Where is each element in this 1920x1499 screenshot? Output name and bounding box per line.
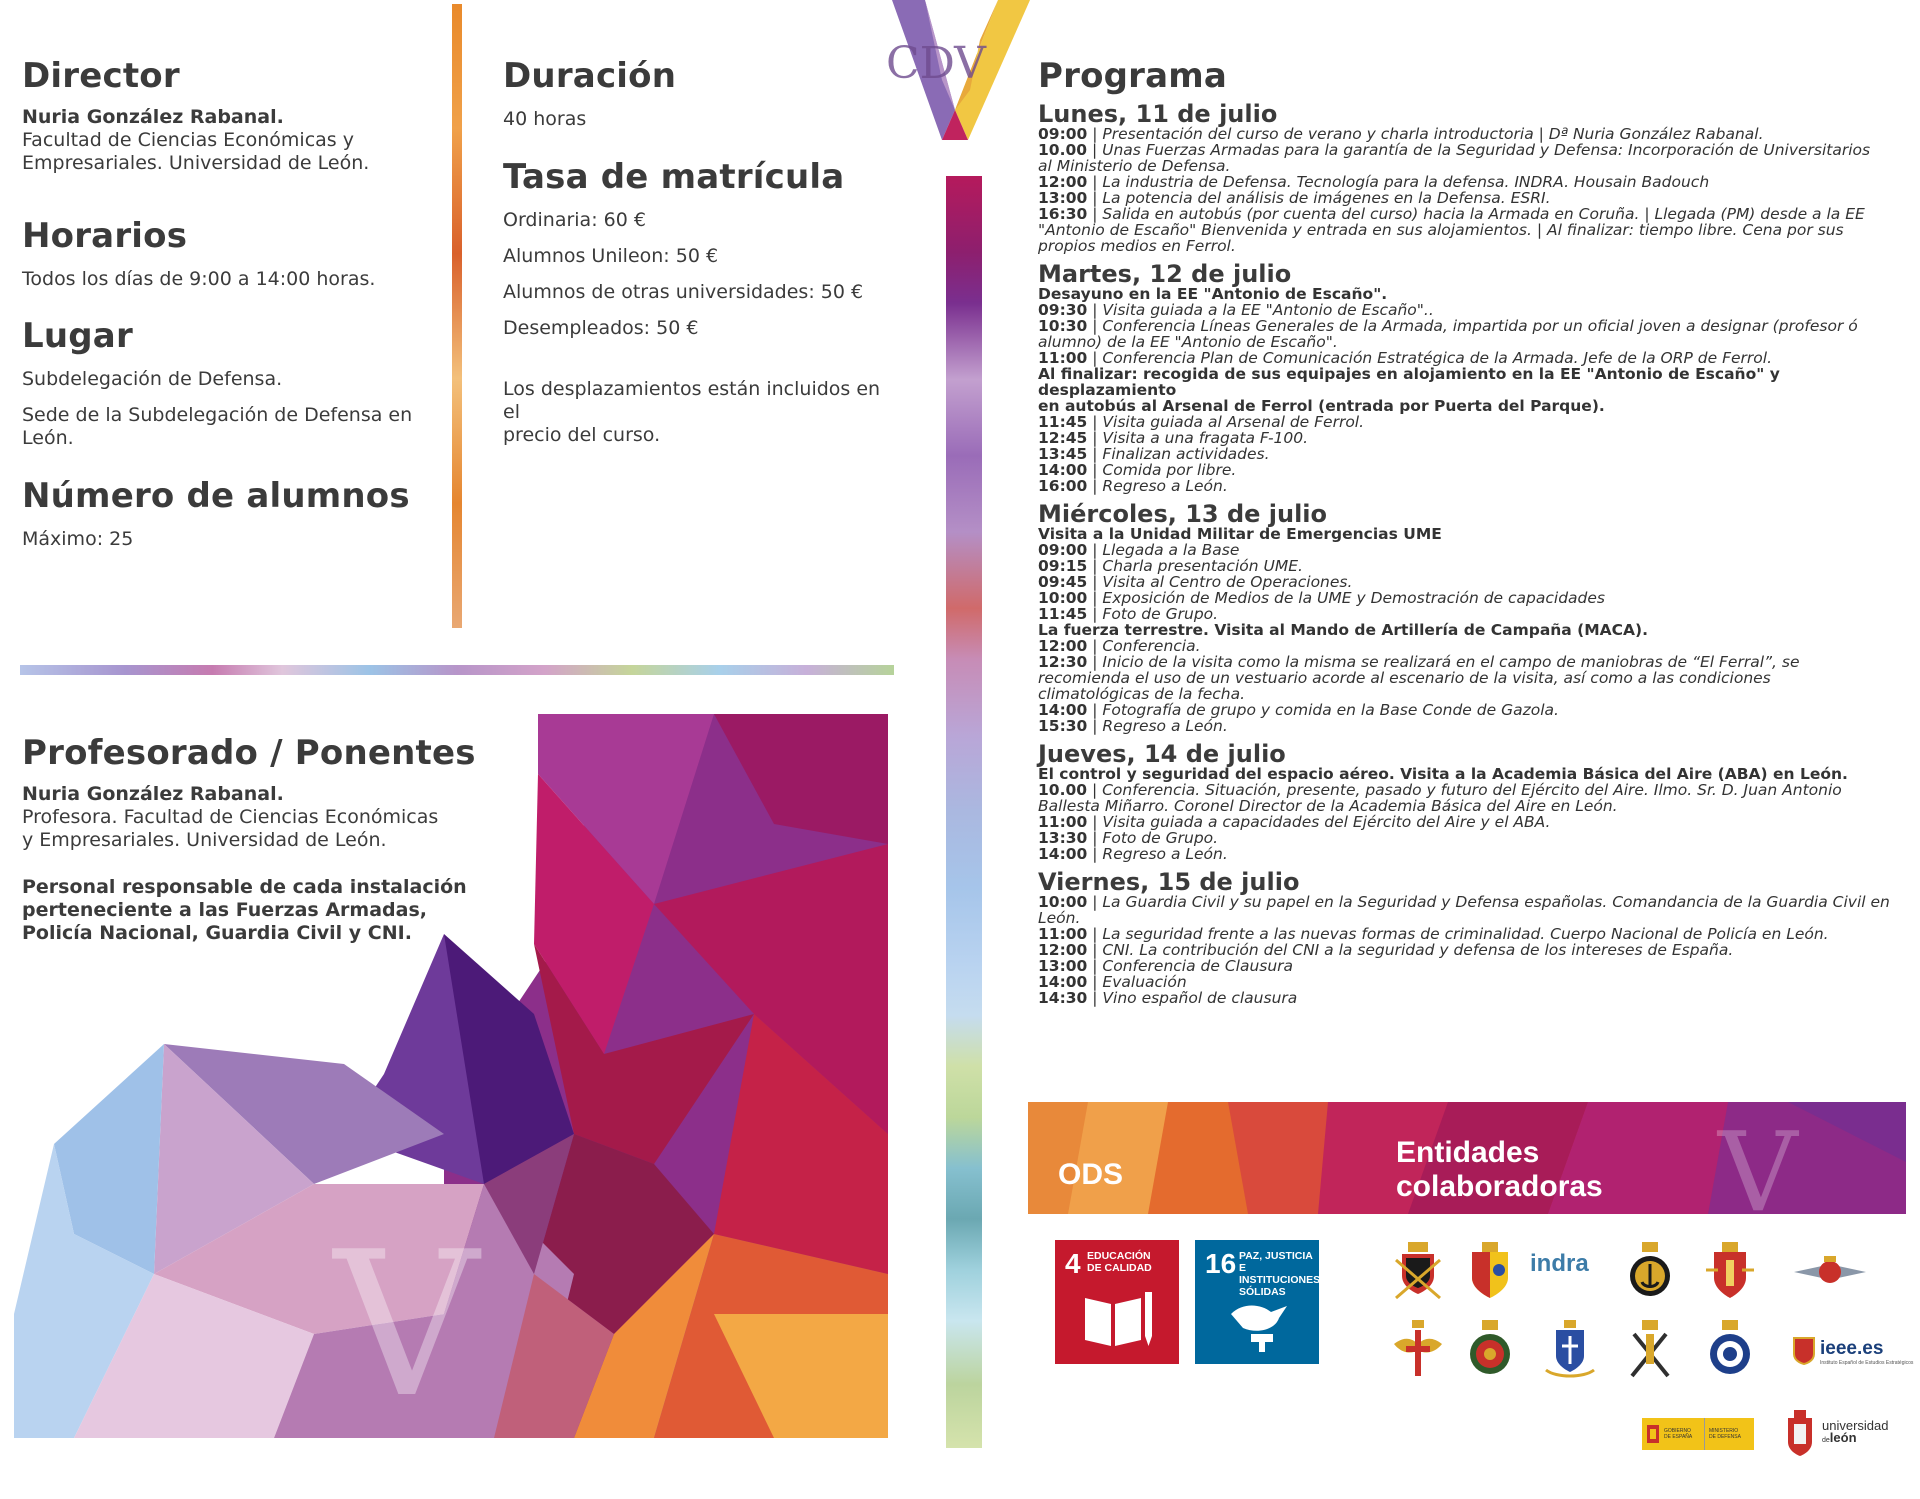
programa-entry-time: 10.00 <box>1038 781 1088 799</box>
banner-watermark: V <box>1718 1108 1798 1214</box>
programa-entry-description: al Ministerio de Defensa. <box>1038 157 1231 175</box>
programa-entry-separator: | <box>1087 141 1103 159</box>
book-pencil-icon <box>1081 1290 1157 1350</box>
programa-entry-description: La Guardia Civil y su papel en la Seguridad y Defensa españolas. Comandancia de la Guardia Civil en León. <box>1038 893 1890 927</box>
programa-entry-separator: | <box>1087 845 1103 863</box>
programa-entry <box>1038 206 1908 222</box>
programa-entry-time: 10:30 <box>1038 317 1088 335</box>
programa-entry-description: Conferencia Plan de Comunicación Estratégica de la Armada. Jefe de la ORP de Ferrol. <box>1102 349 1773 367</box>
gobierno-text-1: GOBIERNO <box>1664 1428 1691 1434</box>
guardia-civil-emblem-icon <box>1622 1320 1678 1380</box>
programa-entry-description: Fotografía de grupo y comida en la Base Conde de Gazola. <box>1102 701 1559 719</box>
programa-entry <box>1038 478 1908 494</box>
programa-entry-description: Visita a una fragata F-100. <box>1102 429 1309 447</box>
programa-entry-description: Comida por libre. <box>1102 461 1237 479</box>
programa-entry-separator: | <box>1087 413 1103 431</box>
indra-logo: indra <box>1530 1250 1589 1277</box>
programa-entry-time: 14:30 <box>1038 989 1088 1007</box>
programa-entry-description: Regreso a León. <box>1102 717 1228 735</box>
programa-entry <box>1038 542 1908 558</box>
programa-entry <box>1038 846 1908 862</box>
programa-entry-description: recomienda el uso de un vestuario acorde al escenario de la visita, así como a las condiciones <box>1038 669 1771 687</box>
programa-entry-time: 13:45 <box>1038 445 1088 463</box>
programa-entry <box>1038 958 1908 974</box>
programa-entry <box>1038 926 1908 942</box>
programa-entry <box>1038 350 1908 366</box>
programa-entry-time: 14:00 <box>1038 461 1088 479</box>
programa-entry <box>1038 302 1908 318</box>
lugar-line-1: Subdelegación de Defensa. <box>22 368 283 390</box>
horarios-section <box>22 216 442 291</box>
programa-entry: Visita a la Unidad Militar de Emergencias UME <box>1038 525 1442 543</box>
programa-entry-separator: | <box>1087 973 1103 991</box>
programa-entry-time: 12:45 <box>1038 429 1088 447</box>
profesorado-affiliation-1: Profesora. Facultad de Ciencias Económicas <box>22 806 439 828</box>
programa-entry <box>1038 222 1908 238</box>
gobierno-text-2: DE ESPAÑA <box>1664 1434 1693 1440</box>
ministerio-text-2: DE DEFENSA <box>1709 1434 1741 1440</box>
programa-entry-description: Regreso a León. <box>1102 477 1228 495</box>
director-affiliation-1: Facultad de Ciencias Económicas y <box>22 129 354 151</box>
entidades-label-1: Entidades <box>1396 1136 1540 1169</box>
programa-entry-separator: | <box>1087 349 1103 367</box>
ods-label: ODS <box>1058 1158 1124 1191</box>
programa-entry-separator: | <box>1087 589 1103 607</box>
programa-entry-separator: | <box>1087 893 1103 911</box>
tasa-item: Ordinaria: 60 € <box>503 209 646 231</box>
programa-entry: en autobús al Arsenal de Ferrol (entrada por Puerta del Parque). <box>1038 397 1605 415</box>
programa-entry-description: "Antonio de Escaño" Bienvenida y entrada en sus alojamientos. | Al finalizar: tiempo libre. Cena por sus <box>1038 221 1844 239</box>
programa-entry-separator: | <box>1087 701 1103 719</box>
dove-gavel-icon <box>1221 1294 1297 1354</box>
programa-entry <box>1038 894 1908 926</box>
duracion-text: 40 horas <box>503 108 587 130</box>
programa-entry-separator: | <box>1087 925 1103 943</box>
programa-entry <box>1038 718 1908 734</box>
programa-entry-time: 10:00 <box>1038 893 1088 911</box>
duracion-title: Duración <box>503 56 677 96</box>
programa-entry <box>1038 990 1908 1006</box>
programa-entry-separator: | <box>1087 205 1103 223</box>
programa-entry <box>1038 974 1908 990</box>
director-affiliation-2: Empresariales. Universidad de León. <box>22 152 370 174</box>
vertical-divider-left <box>452 4 462 628</box>
programa-entry-time: 12:00 <box>1038 173 1088 191</box>
programa-entry <box>1038 238 1908 254</box>
programa-entry-description: Visita guiada al Arsenal de Ferrol. <box>1102 413 1365 431</box>
programa-title: Programa <box>1038 56 1228 96</box>
programa-entry-separator: | <box>1087 957 1103 975</box>
vertical-color-band <box>946 176 982 1448</box>
programa-entry-description: Llegada a la Base <box>1102 541 1240 559</box>
lugar-section <box>22 316 442 450</box>
programa-entry <box>1038 142 1908 158</box>
programa-entry-time: 16:00 <box>1038 477 1088 495</box>
programa-days <box>1038 102 1908 1006</box>
tasa-note-2: precio del curso. <box>503 424 661 446</box>
profesorado-name: Nuria González Rabanal. <box>22 783 284 805</box>
collaborators-banner <box>1028 1102 1906 1214</box>
entidades-label-2: colaboradoras <box>1396 1170 1603 1203</box>
programa-entry <box>1038 654 1908 670</box>
horarios-title: Horarios <box>22 216 188 256</box>
staff-line-2: perteneciente a las Fuerzas Armadas, <box>22 899 427 921</box>
programa-entry-time: 11:00 <box>1038 349 1088 367</box>
programa-entry-separator: | <box>1087 125 1103 143</box>
programa-entry-description: Conferencia Líneas Generales de la Armada, impartida por un oficial joven a designar (profesor ó <box>1102 317 1858 335</box>
programa-entry-separator: | <box>1087 173 1103 191</box>
programa-entry-time: 11:45 <box>1038 605 1088 623</box>
programa-entry-description: Conferencia. Situación, presente, pasado y futuro del Ejército del Aire. Ilmo. Sr. D. Juan Antonio <box>1102 781 1842 799</box>
programa-entry: Desayuno en la EE "Antonio de Escaño". <box>1038 285 1388 303</box>
programa-entry <box>1038 430 1908 446</box>
air-force-wings-icon <box>1792 1254 1868 1290</box>
programa-entry-separator: | <box>1087 717 1103 735</box>
staff-line-1: Personal responsable de cada instalación <box>22 876 467 898</box>
programa-entry-time: 16:30 <box>1038 205 1088 223</box>
programa-entry-time: 09:15 <box>1038 557 1088 575</box>
staff-line-3: Policía Nacional, Guardia Civil y CNI. <box>22 922 412 944</box>
programa-entry-description: Visita al Centro de Operaciones. <box>1102 573 1353 591</box>
programa-entry-time: 12:00 <box>1038 941 1088 959</box>
programa-entry-description: propios medios en Ferrol. <box>1038 237 1236 255</box>
programa-entry-time: 11:45 <box>1038 413 1088 431</box>
programa-entry-time: 13:00 <box>1038 189 1088 207</box>
programa-entry-time: 15:30 <box>1038 717 1088 735</box>
programa-entry <box>1038 462 1908 478</box>
programa-entry-description: climatológicas de la fecha. <box>1038 685 1246 703</box>
programa-entry-separator: | <box>1087 941 1103 959</box>
duracion-section <box>503 56 903 447</box>
programa-entry-description: CNI. La contribución del CNI a la seguridad y defensa de los intereses de España. <box>1102 941 1734 959</box>
universidad-text: universidad <box>1822 1418 1889 1433</box>
programa-entry <box>1038 414 1908 430</box>
programa-entry-description: Evaluación <box>1102 973 1187 991</box>
programa-entry-description: Vino español de clausura <box>1102 989 1298 1007</box>
programa-entry-description: La seguridad frente a las nuevas formas de criminalidad. Cuerpo Nacional de Policía en León. <box>1102 925 1829 943</box>
lugar-line-2a: Sede de la Subdelegación de Defensa en <box>22 404 413 426</box>
ods-4-tile <box>1055 1240 1179 1364</box>
programa-entry-time: 13:30 <box>1038 829 1088 847</box>
programa-entry-description: Conferencia. <box>1102 637 1201 655</box>
programa-entry-separator: | <box>1087 477 1103 495</box>
programa-entry-time: 09:30 <box>1038 301 1088 319</box>
programa-entry-description: Foto de Grupo. <box>1102 829 1219 847</box>
programa-entry-separator: | <box>1087 573 1103 591</box>
programa-entry-time: 09:00 <box>1038 125 1088 143</box>
programa-day-title: Lunes, 11 de julio <box>1038 100 1278 128</box>
programa-entry-description: Unas Fuerzas Armadas para la garantía de la Seguridad y Defensa: Incorporación de Universitarios <box>1102 141 1871 159</box>
programa-entry-description: Foto de Grupo. <box>1102 605 1219 623</box>
programa-entry-time: 11:00 <box>1038 813 1088 831</box>
programa-entry <box>1038 798 1908 814</box>
ieee-logo-subtitle: Instituto Español de Estudios Estratégicos <box>1820 1360 1914 1366</box>
ods-16-tile <box>1195 1240 1319 1364</box>
programa-entry-description: Salida en autobús (por cuenta del curso) hacia la Armada en Coruña. | Llegada (PM) desde a la EE <box>1102 205 1865 223</box>
programa-entry-separator: | <box>1087 445 1103 463</box>
programa-entry-separator: | <box>1087 189 1103 207</box>
programa-entry-description: Inicio de la visita como la misma se realizará en el campo de maniobras de “El Ferral”, se <box>1102 653 1800 671</box>
programa-entry-description: Regreso a León. <box>1102 845 1228 863</box>
programa-entry <box>1038 830 1908 846</box>
programa-entry-description: Exposición de Medios de la UME y Demostración de capacidades <box>1102 589 1605 607</box>
director-section <box>22 56 442 175</box>
programa-entry-separator: | <box>1087 637 1103 655</box>
ieee-shield-icon <box>1792 1336 1816 1366</box>
tasa-item: Desempleados: 50 € <box>503 317 699 339</box>
programa-entry-separator: | <box>1087 829 1103 847</box>
military-academy-shield-icon <box>1702 1240 1758 1300</box>
alumnos-section <box>22 476 442 551</box>
ods-16-text: PAZ, JUSTICIA E INSTITUCIONES SÓLIDAS <box>1239 1250 1321 1298</box>
programa-entry: Al finalizar: recogida de sus equipajes en alojamiento en la EE "Antonio de Escaño" y desplazamiento <box>1038 365 1780 399</box>
lugar-line-2b: León. <box>22 427 74 449</box>
programa-entry-time: 13:00 <box>1038 957 1088 975</box>
programa-entry-description: La industria de Defensa. Tecnología para la defensa. INDRA. Housain Badouch <box>1102 173 1710 191</box>
programa-entry-separator: | <box>1087 605 1103 623</box>
programa-entry-description: Conferencia de Clausura <box>1102 957 1294 975</box>
programa-entry-description: La potencia del análisis de imágenes en la Defensa. ESRI. <box>1102 189 1551 207</box>
ministerio-text-1: MINISTERIO <box>1709 1428 1739 1434</box>
programa-entry-time: 12:30 <box>1038 653 1088 671</box>
programa-entry-separator: | <box>1087 813 1103 831</box>
profesorado-title: Profesorado / Ponentes <box>22 733 476 773</box>
academy-blue-shield-icon <box>1542 1320 1598 1380</box>
programa-entry-description: Presentación del curso de verano y charla introductoria | Dª Nuria González Rabanal. <box>1102 125 1764 143</box>
programa-entry-time: 12:00 <box>1038 637 1088 655</box>
army-emblem-icon <box>1390 1240 1446 1300</box>
programa-entry-time: 09:45 <box>1038 573 1088 591</box>
programa-entry-description: Visita guiada a capacidades del Ejército del Aire y el ABA. <box>1102 813 1551 831</box>
cdv-mark-text: CDV <box>886 38 986 89</box>
programa-entry-description: alumno) de la EE "Antonio de Escaño". <box>1038 333 1338 351</box>
programa-entry-separator: | <box>1087 301 1103 319</box>
programa-entry-time: 10.00 <box>1038 141 1088 159</box>
programa-entry <box>1038 446 1908 462</box>
heraldic-shield-icon <box>1462 1240 1518 1300</box>
programa-entry-time: 14:00 <box>1038 701 1088 719</box>
alumnos-text: Máximo: 25 <box>22 528 134 550</box>
tasa-title: Tasa de matrícula <box>503 157 845 197</box>
programa-entry-description: Ballesta Miñarro. Coronel Director de la Academia Básica del Aire en León. <box>1038 797 1618 815</box>
policia-nacional-emblem-icon <box>1702 1320 1758 1380</box>
programa-entry-description: Visita guiada a la EE "Antonio de Escaño".. <box>1102 301 1434 319</box>
programa-day-title: Miércoles, 13 de julio <box>1038 500 1328 528</box>
programa-entry <box>1038 318 1908 334</box>
brand-watermark: V <box>334 1209 479 1438</box>
navy-emblem-icon <box>1622 1240 1678 1300</box>
programa-entry <box>1038 590 1908 606</box>
programa-entry <box>1038 606 1908 622</box>
profesorado-affiliation-2: y Empresariales. Universidad de León. <box>22 829 387 851</box>
programa-entry <box>1038 334 1908 350</box>
profesorado-section <box>22 733 482 945</box>
horizontal-divider <box>20 665 894 675</box>
ods-16-number: 16 <box>1205 1248 1237 1279</box>
programa-entry-separator: | <box>1087 461 1103 479</box>
ods-4-text: EDUCACIÓN DE CALIDAD <box>1087 1250 1152 1274</box>
programa-entry-description: Finalizan actividades. <box>1102 445 1270 463</box>
programa-day-title: Viernes, 15 de julio <box>1038 868 1300 896</box>
universidad-leon-crest-icon <box>1786 1410 1814 1458</box>
programa-entry-time: 09:00 <box>1038 541 1088 559</box>
programa-entry-separator: | <box>1087 317 1103 335</box>
alumnos-title: Número de alumnos <box>22 476 410 516</box>
programa-entry <box>1038 686 1908 702</box>
programa-entry-time: 14:00 <box>1038 973 1088 991</box>
programa-entry-time: 11:00 <box>1038 925 1088 943</box>
programa-entry <box>1038 942 1908 958</box>
programa-entry-separator: | <box>1087 541 1103 559</box>
programa-entry-description: Charla presentación UME. <box>1102 557 1303 575</box>
programa-entry <box>1038 782 1908 798</box>
programa-entry-separator: | <box>1087 781 1103 799</box>
lugar-title: Lugar <box>22 316 133 356</box>
programa-section <box>1038 56 1908 1006</box>
programa-entry-separator: | <box>1087 989 1103 1007</box>
programa-entry: La fuerza terrestre. Visita al Mando de Artillería de Campaña (MACA). <box>1038 621 1649 639</box>
horarios-text: Todos los días de 9:00 a 14:00 horas. <box>22 268 376 290</box>
programa-entry <box>1038 126 1908 142</box>
tasa-item: Alumnos Unileon: 50 € <box>503 245 719 267</box>
programa-entry <box>1038 174 1908 190</box>
director-name: Nuria González Rabanal. <box>22 106 284 128</box>
ods-4-number: 4 <box>1065 1248 1081 1279</box>
universidad-leon-logo <box>1822 1420 1889 1447</box>
tasa-note-1: Los desplazamientos están incluidos en el <box>503 378 881 423</box>
cdv-logo <box>880 0 1030 145</box>
programa-entry-separator: | <box>1087 653 1103 671</box>
spain-coat-of-arms-icon <box>1646 1423 1660 1445</box>
programa-entry: El control y seguridad del espacio aéreo. Visita a la Academia Básica del Aire (ABA) en León. <box>1038 765 1848 783</box>
programa-entry <box>1038 670 1908 686</box>
programa-entry-time: 10:00 <box>1038 589 1088 607</box>
programa-entry <box>1038 702 1908 718</box>
regiment-emblem-icon <box>1462 1320 1518 1380</box>
programa-entry-separator: | <box>1087 557 1103 575</box>
tasa-item: Alumnos de otras universidades: 50 € <box>503 281 864 303</box>
programa-day-title: Jueves, 14 de julio <box>1038 740 1286 768</box>
director-title: Director <box>22 56 180 96</box>
programa-entry-separator: | <box>1087 429 1103 447</box>
gobierno-ministerio-logo <box>1642 1418 1754 1450</box>
programa-entry-time: 14:00 <box>1038 845 1088 863</box>
leon-text: deleón <box>1822 1430 1857 1445</box>
programa-day-title: Martes, 12 de julio <box>1038 260 1292 288</box>
programa-entry <box>1038 158 1908 174</box>
programa-entry <box>1038 638 1908 654</box>
ieee-logo-text: ieee.es <box>1820 1338 1884 1359</box>
programa-entry <box>1038 190 1908 206</box>
programa-entry <box>1038 558 1908 574</box>
programa-entry <box>1038 814 1908 830</box>
programa-entry <box>1038 574 1908 590</box>
army-eagle-emblem-icon <box>1390 1320 1446 1380</box>
